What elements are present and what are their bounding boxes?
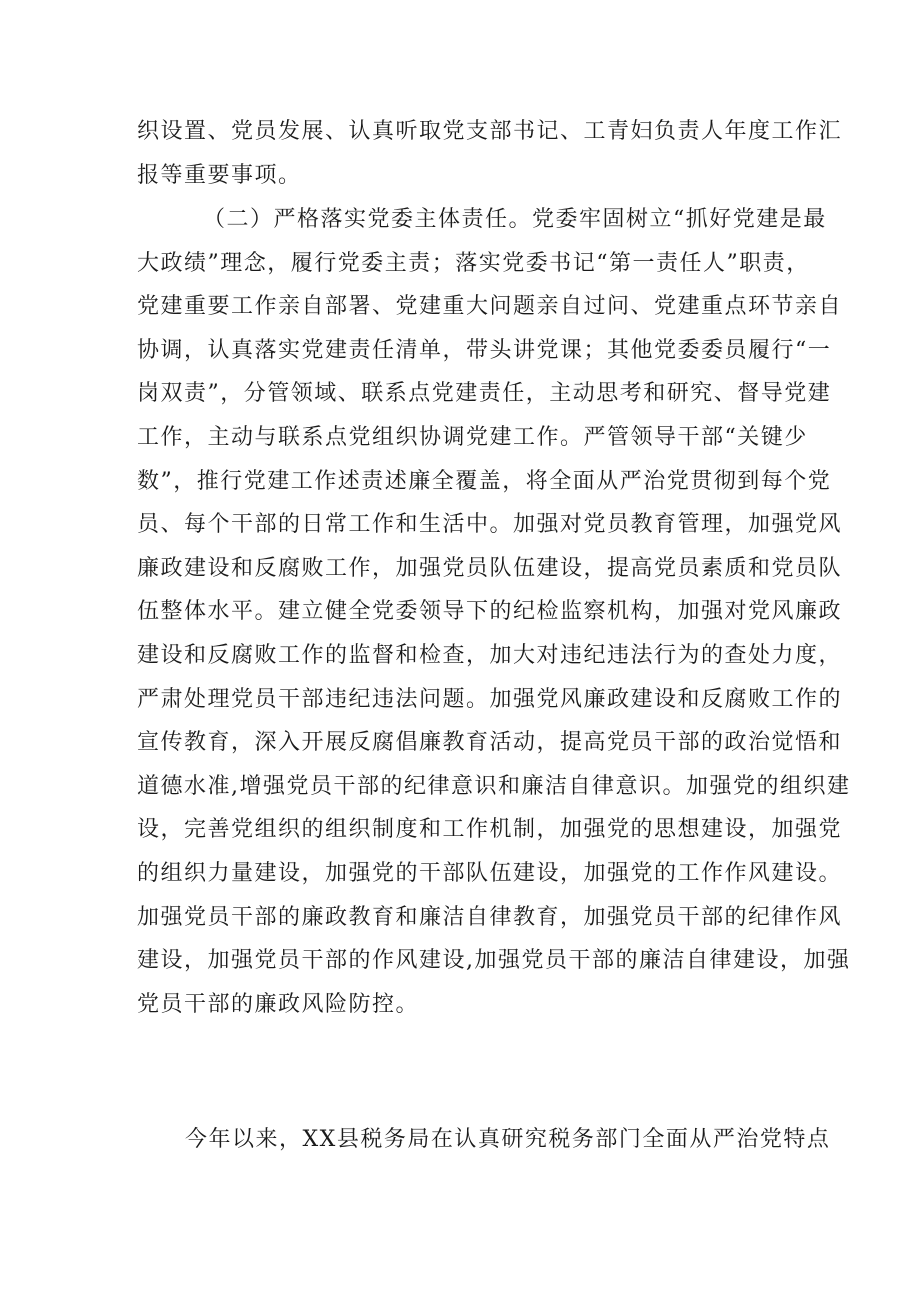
text-line: 设，完善党组织的组织制度和工作机制，加强党的思想建设，加强党	[137, 817, 843, 843]
text-line: 党建重要工作亲自部署、党建重大问题亲自过问、党建重点环节亲自	[137, 294, 843, 320]
text-line: 的组织力量建设，加强党的干部队伍建设，加强党的工作作风建设。	[137, 860, 843, 886]
text-line: 数”，推行党建工作述责述廉全覆盖，将全面从严治党贯彻到每个党	[137, 468, 832, 494]
text-line: 道德水准,增强党员干部的纪律意识和廉洁自律意识。加强党的组织建	[137, 773, 851, 799]
text-line: 建设，加强党员干部的作风建设,加强党员干部的廉洁自律建设，加强	[137, 948, 851, 974]
text-line: 加强党员干部的廉政教育和廉洁自律教育，加强党员干部的纪律作风	[137, 904, 843, 930]
text-line: 工作，主动与联系点党组织协调党建工作。严管领导干部“关键少	[137, 424, 808, 450]
text-line: 大政绩”理念，履行党委主责；落实党委书记“第一责任人”职责，	[137, 250, 810, 276]
paragraph-1	[137, 110, 843, 197]
text-line: 宣传教育，深入开展反腐倡廉教育活动，提高党员干部的政治觉悟和	[137, 730, 843, 756]
text-line: 协调，认真落实党建责任清单，带头讲党课；其他党委委员履行“一	[137, 337, 832, 363]
text-line: （二）严格落实党委主体责任。党委牢固树立“抓好党建是最	[203, 207, 827, 232]
text-line: 建设和反腐败工作的监督和检查，加大对违纪违法行为的查处力度，	[137, 642, 843, 668]
text-line: 党员干部的廉政风险防控。	[137, 991, 420, 1017]
text-line: 廉政建设和反腐败工作，加强党员队伍建设，提高党员素质和党员队	[137, 555, 843, 581]
text-line: 员、每个干部的日常工作和生活中。加强对党员教育管理，加强党风	[137, 512, 843, 538]
text-line: 织设置、党员发展、认真听取党支部书记、工青妇负责人年度工作汇	[137, 119, 843, 144]
text-line: 今年以来，XX县税务局在认真研究税务部门全面从严治党特点	[185, 1127, 831, 1152]
text-line: 岗双责”，分管领域、联系点党建责任，主动思考和研究、督导党建	[137, 381, 832, 407]
paragraph-2	[137, 198, 851, 1026]
text-line: 报等重要事项。	[137, 162, 302, 188]
paragraph-3	[137, 1118, 831, 1162]
text-line: 严肃处理党员干部违纪违法问题。加强党风廉政建设和反腐败工作的	[137, 686, 843, 712]
text-line: 伍整体水平。建立健全党委领导下的纪检监察机构，加强对党风廉政	[137, 599, 843, 625]
